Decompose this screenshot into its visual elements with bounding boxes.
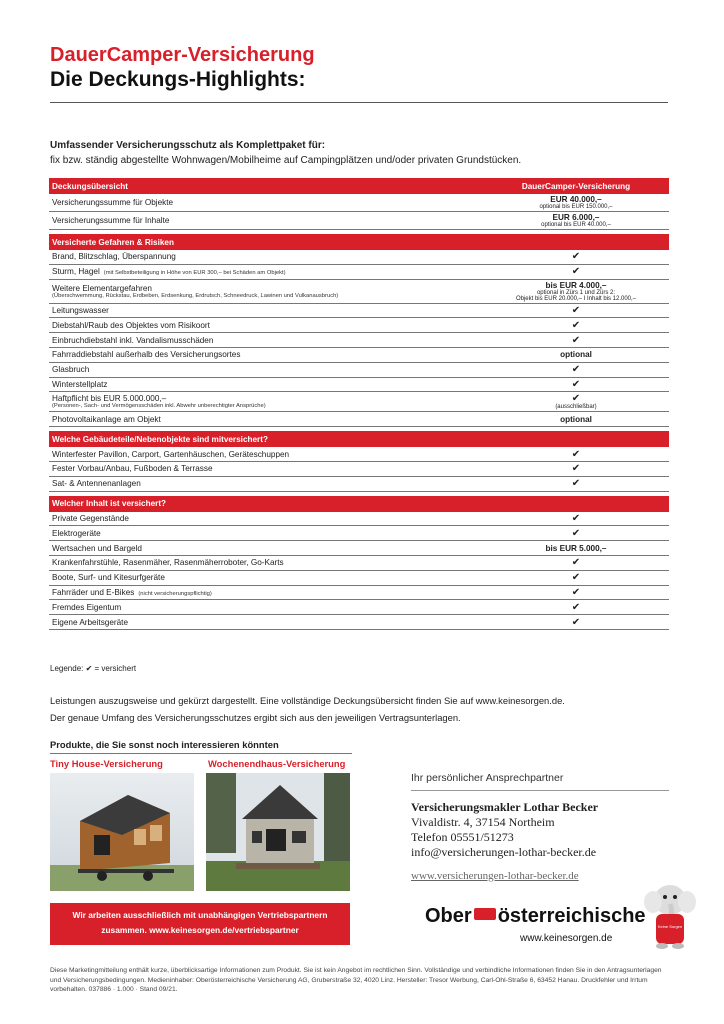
section-header-buildings: Welche Gebäudeteile/Nebenobjekte sind mitversichert? [49,431,669,447]
row-label: Haftpflicht bis EUR 5.000.000,– [52,394,167,404]
check-icon: ✔ [571,334,581,346]
table-row [49,447,669,461]
row-sublabel: (nicht versicherungspflichtig) [138,590,212,597]
row-label: Brand, Blitzschlag, Überspannung [52,252,176,262]
row-label: Einbruchdiebstahl inkl. Vandalismusschäden [52,335,214,345]
table-header-row [49,178,669,194]
check-icon: ✔ [571,616,581,628]
logo-text-part2: österreichische [497,905,646,927]
contact-address: Vivaldistr. 4, 37154 Northeim [411,815,555,829]
coverage-table [49,178,669,630]
table-row [49,585,669,600]
table-row [49,615,669,630]
row-label: Weitere Elementargefahren [52,283,152,293]
table-row [49,570,669,585]
row-value: EUR 40.000,– [550,195,602,204]
mascot-badge-text: Keine Sorgen [657,924,683,929]
row-sublabel: (Überschwemmung, Rückstau, Erdbeben, Erdsenkung, Erdrutsch, Schneedruck, Lawinen und Vulkanausbruch) [52,292,339,299]
table-row [49,541,669,556]
check-icon: ✔ [571,527,581,539]
row-label: Diebstahl/Raub des Objektes vom Risikoort [52,320,210,330]
check-icon: ✔ [571,512,581,524]
legend: Legende: ✔ = versichert [50,664,137,673]
disclaimer-line2: Der genaue Umfang des Versicherungsschutzes ergibt sich aus den jeweiligen Vertragsunterlagen. [50,712,461,723]
partner-banner-line1: Wir arbeiten ausschließlich mit unabhängigen Vertriebspartnern [72,910,328,920]
table-row [49,392,669,412]
elephant-mascot-icon [640,880,700,950]
check-icon: ✔ [571,601,581,613]
row-label: Elektrogeräte [52,528,101,538]
row-value: bis EUR 5.000,– [545,543,607,553]
table-row [49,512,669,526]
row-label: Sturm, Hagel [52,267,100,277]
table-row [49,377,669,392]
check-icon: ✔ [571,463,581,475]
contact-website-link[interactable]: www.versicherungen-lothar-becker.de [411,870,579,882]
disclaimer-line1: Leistungen auszugsweise und gekürzt dargestellt. Eine vollständige Deckungsübersicht finden Sie auf www.keinesorgen.de. [50,695,565,706]
check-icon: ✔ [571,266,581,278]
intro-heading: Umfassender Versicherungsschutz als Komplettpaket für: [50,140,326,151]
table-row [49,264,669,279]
table-row [49,318,669,333]
row-note: optional bis EUR 150.000,– [539,204,613,210]
row-label: Wertsachen und Bargeld [52,543,142,553]
check-icon: ✔ [571,319,581,331]
logo-url[interactable]: www.keinesorgen.de [520,933,613,944]
row-value: optional [560,414,592,424]
contact-email[interactable]: info@versicherungen-lothar-becker.de [411,845,597,859]
check-icon: ✔ [571,364,581,376]
row-label: Fahrraddiebstahl außerhalb des Versicherungsortes [52,350,241,360]
contact-name: Versicherungsmakler Lothar Becker [411,800,599,814]
footer-legal: Diese Marketingmitteilung enthält kurze, überblicksartige Informationen zum Produkt. Sie ist kein Angebot im rechtlichen Sinn. Vollständige und verbindliche Informationen finden Sie in den Antragsunterlagen und Versicherungsbedingungen. Medieninhaber: Oberösterreichische Versicherung AG, Gruberstraße 32, 4020 Linz. Hersteller: Tresor Werbung, Carl-Ohl-Straße 6, 63452 Hanau. Druckfehler und Irrtum vorbehalten. 037886 · 1.000 · Stand 09/21. [50,967,662,993]
table-row [49,412,669,427]
table-row [49,600,669,615]
table-row [49,347,669,362]
contact-heading: Ihr persönlicher Ansprechpartner [411,772,564,784]
tiny-house-photo[interactable] [50,773,194,891]
check-icon: ✔ [571,251,581,263]
title-divider [50,102,668,103]
row-value: optional [560,350,592,360]
row-label: Photovoltaikanlage am Objekt [52,414,161,424]
row-label: Fremdes Eigentum [52,602,122,612]
product-weekend-house-title[interactable]: Wochenendhaus-Versicherung [208,758,346,769]
check-icon: ✔ [571,393,581,405]
disclaimer [50,692,565,726]
table-row [49,555,669,570]
company-logo[interactable] [425,905,646,928]
table-row [49,250,669,264]
row-label: Boote, Surf- und Kitesurfgeräte [52,573,165,583]
section-header-risks: Versicherte Gefahren & Risiken [49,234,669,250]
check-icon: ✔ [571,586,581,598]
row-label: Fester Vorbau/Anbau, Fußboden & Terrasse [52,464,213,474]
logo-text-part1: Ober [425,905,472,927]
col-right-header: DauerCamper-Versicherung [483,178,669,194]
row-note: optional in Zürs 1 und Zürs 2: [536,289,616,296]
check-icon: ✔ [571,572,581,584]
title-line2: Die Deckungs-Highlights: [50,68,306,91]
check-icon: ✔ [571,378,581,390]
row-sublabel: (mit Selbstbeteiligung in Höhe von EUR 300,– bei Schäden am Objekt) [103,270,286,277]
products-divider [50,753,352,754]
row-label: Sat- & Antennenanlagen [52,479,141,489]
row-value: EUR 6.000,– [552,213,600,222]
table-row [49,362,669,377]
title-line1: DauerCamper-Versicherung [50,44,315,66]
weekend-house-photo[interactable] [206,773,350,891]
row-label: Private Gegenstände [52,513,129,523]
row-note: Objekt bis EUR 20.000,– I Inhalt bis 12.000,– [515,295,637,302]
row-label: Winterstellplatz [52,379,108,389]
row-label: Leitungswasser [52,305,109,315]
partner-banner[interactable] [50,903,350,945]
check-icon: ✔ [571,557,581,569]
row-value: bis EUR 4.000,– [545,280,607,290]
partner-banner-line2: zusammen. www.keinesorgen.de/vertriebspartner [101,925,299,935]
check-icon: ✔ [571,478,581,490]
logo-mark-icon [474,908,496,920]
row-label: Versicherungssumme für Objekte [49,194,483,212]
intro-text: fix bzw. ständig abgestellte Wohnwagen/Mobilheime auf Campingplätzen und/oder privaten Grundstücken. [50,155,522,166]
table-row [49,333,669,348]
row-note: (ausschließbar) [555,404,597,411]
row-label: Versicherungssumme für Inhalte [49,212,483,230]
table-row [49,526,669,541]
check-icon: ✔ [571,448,581,460]
row-label: Glasbruch [52,365,90,375]
row-label: Eigene Arbeitsgeräte [52,617,129,627]
products-heading: Produkte, die Sie sonst noch interessieren könnten [50,739,279,750]
col-left-header: Deckungsübersicht [49,178,483,194]
table-row [49,303,669,318]
product-tiny-house-title[interactable]: Tiny House-Versicherung [50,758,163,769]
table-row [49,476,669,491]
row-label: Fahrräder und E-Bikes [52,587,135,597]
table-row [49,461,669,476]
check-icon: ✔ [571,304,581,316]
row-note: optional bis EUR 40.000,– [541,222,611,228]
table-row [49,194,669,212]
row-sublabel: (Personen-, Sach- und Vermögensschäden inkl. Abwehr unberechtigter Ansprüche) [52,403,266,410]
section-header-contents: Welcher Inhalt ist versichert? [49,496,669,512]
table-row [49,212,669,230]
row-label: Winterfester Pavillon, Carport, Gartenhäuschen, Geräteschuppen [52,449,290,459]
row-label: Krankenfahrstühle, Rasenmäher, Rasenmäherroboter, Go-Karts [52,558,284,568]
contact-phone[interactable]: Telefon 05551/51273 [411,830,514,844]
contact-divider [411,790,669,791]
table-row [49,279,669,303]
